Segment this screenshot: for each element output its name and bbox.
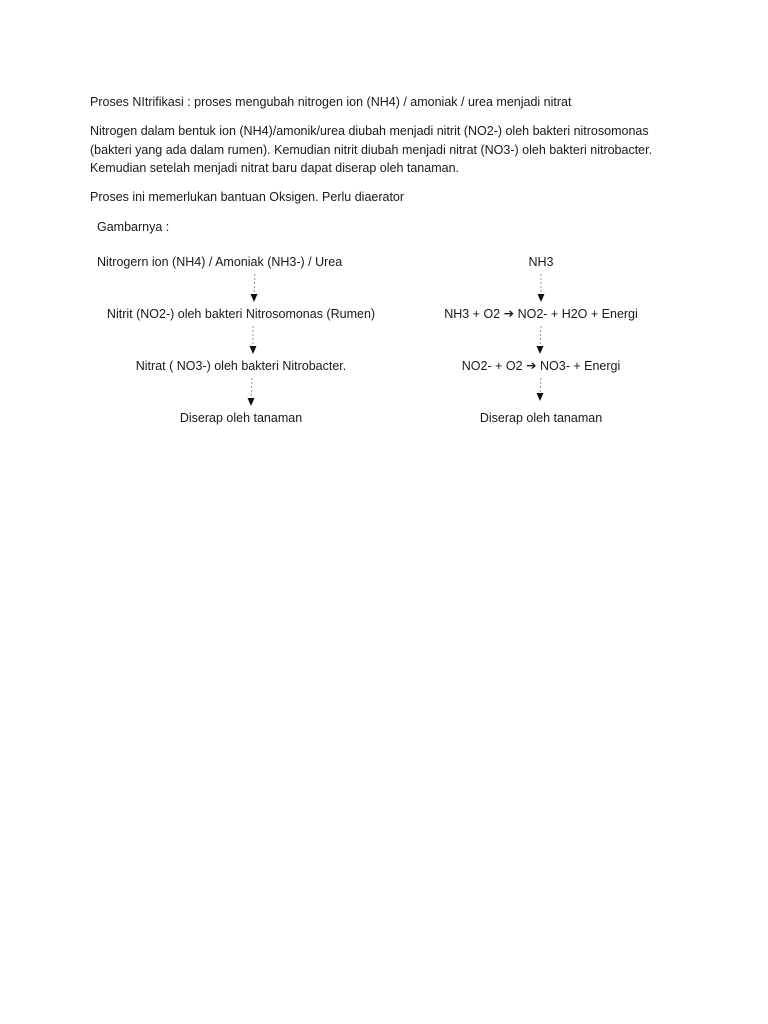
- down-arrow-icon: [537, 326, 544, 354]
- down-arrow-icon: [250, 326, 257, 354]
- note-paragraph: Proses ini memerlukan bantuan Oksigen. Perlu diaerator: [90, 190, 405, 204]
- left-step-2: Nitrit (NO2-) oleh bakteri Nitrosomonas (Rumen): [106, 307, 376, 321]
- diagram-heading: Gambarnya :: [97, 220, 170, 234]
- down-arrow-icon: [537, 378, 544, 401]
- down-arrow-icon: [248, 378, 255, 406]
- reaction-2-products: NO3- + Energi: [540, 359, 621, 373]
- reaction-arrow-icon: ➔: [526, 358, 537, 373]
- down-arrow-icon: [251, 274, 258, 302]
- reaction-1-products: NO2- + H2O + Energi: [517, 307, 638, 321]
- reaction-1-reactants: NH3 + O2: [444, 307, 501, 321]
- left-step-1: Nitrogern ion (NH4) / Amoniak (NH3-) / Urea: [97, 255, 343, 269]
- reaction-arrow-icon: ➔: [503, 306, 515, 321]
- title-paragraph: Proses NItrifikasi : proses mengubah nitrogen ion (NH4) / amoniak / urea menjadi nitrat: [90, 95, 572, 109]
- left-step-3: Nitrat ( NO3-) oleh bakteri Nitrobacter.: [135, 359, 347, 373]
- right-step-4: Diserap oleh tanaman: [479, 411, 603, 425]
- right-step-3: [462, 358, 621, 374]
- right-step-1: NH3: [528, 255, 554, 269]
- down-arrow-icon: [538, 274, 545, 302]
- left-step-4: Diserap oleh tanaman: [179, 411, 303, 425]
- reaction-2-reactants: NO2- + O2: [461, 359, 523, 373]
- right-step-2: [444, 306, 638, 322]
- body-paragraph: Nitrogen dalam bentuk ion (NH4)/amonik/urea diubah menjadi nitrit (NO2-) oleh bakteri nitrosomonas (bakteri yang ada dalam rumen). Kemudian nitrit diubah menjadi nitrat (NO3-) oleh bakteri nitrobacter. Kemudian setelah menjadi nitrat baru dapat diserap oleh tanaman.: [90, 124, 653, 175]
